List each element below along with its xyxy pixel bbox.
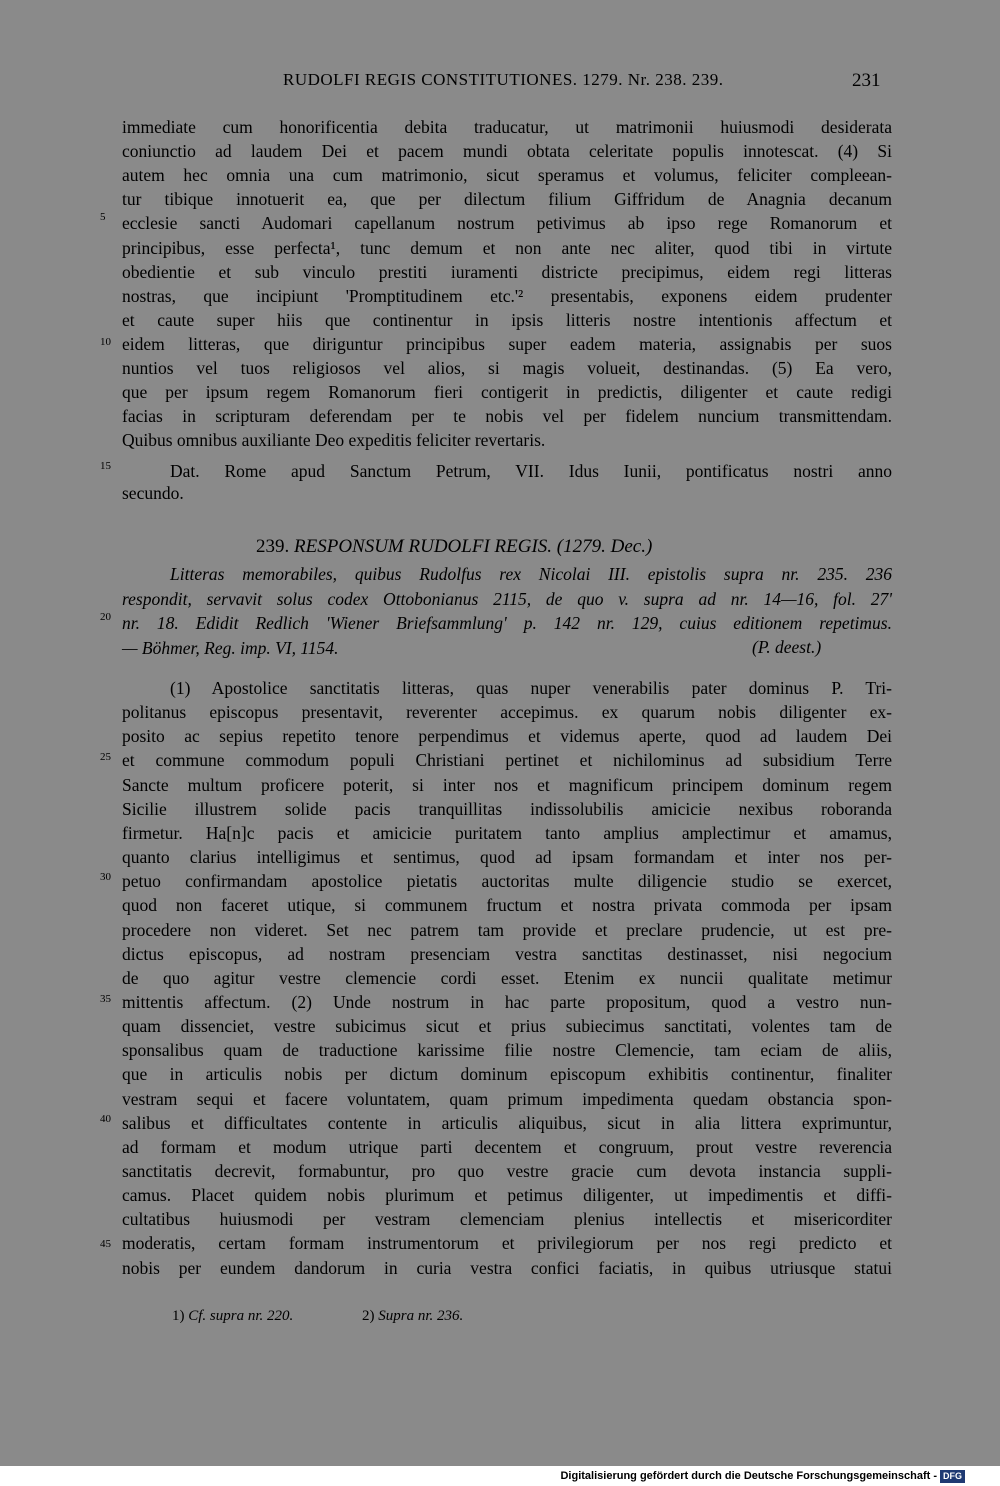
line-number: 25 [100,751,111,763]
footnote-2-marker: 2) [362,1308,375,1324]
text-line: sanctitatis decrevit, formabuntur, pro quo vestre gracie cum devota instancia suppli- [122,1161,892,1181]
header-title: RUDOLFI REGIS CONSTITUTIONES. 1279. Nr. 238. 239. [283,70,724,89]
text-line: que per ipsum regem Romanorum fieri contigerit in predictis, diligenter et caute redigi [122,382,892,403]
text-line: procedere non videret. Set nec patrem tam provide et preclare prudencie, ut est pre- [122,919,892,940]
line-number: 5 [100,211,106,223]
text-line: principibus, esse perfecta¹, tunc demum et non ante nec aliter, quod tibi in virtute [122,237,892,258]
text-line: petuo confirmandam apostolice pietatis auctoritas multe diligencie studio se exercet, [122,871,892,892]
text-line: cultatibus huiusmodi per vestram clemenciam plenius intellectis et misericorditer [122,1209,892,1230]
text-line: Sancte multum proficere poterit, si inter nos et magnificum principem dominum regem [122,774,892,795]
text-line: politanus episcopus presentavit, reverenter accepimus. ex quarum nobis diligenter ex- [122,702,892,723]
text-line: posito ac sepius repetito tenore perpendimus et videmus aperte, quod ad laudem Dei [122,726,892,747]
text-line: camus. Placet quidem nobis plurimum et petimus diligenter, ut impedimentis et diffi- [122,1185,892,1206]
document-heading [256,536,652,558]
footnote-1-text: Cf. supra nr. 220. [188,1308,294,1324]
line-number: 20 [100,611,111,623]
text-line: et caute super hiis que continentur in ipsis litteris nostre intentionis affectum et [122,309,892,330]
text-line: et commune commodum populi Christiani pertinet et nichilominus ad subsidium Terre [122,750,892,771]
line-number: 40 [100,1113,111,1125]
text-line: ad formam et modum utrique parti decentem et congruum, prout vestre reverencia [122,1136,892,1157]
text-line: Quibus omnibus auxiliante Deo expeditis feliciter revertaris. [122,430,546,451]
text-line: quam dissenciet, vestre subicimus sicut et prius subiecimus sanctitati, volentes tam de [122,1016,892,1037]
text-line: facias in scripturam deferendam per te nobis vel per fidelem nuncium transmittendam. [122,406,892,427]
footnote-2-text: Supra nr. 236. [378,1308,464,1324]
text-line: nuntios vel tuos religiosos vel alios, si magis volueit, destinandas. (5) Ea vero, [122,358,892,378]
intro-remark: (P. deest.) [752,637,822,657]
text-line: moderatis, certam formam instrumentorum et privilegiorum per nos regi predicto et [122,1233,892,1254]
intro-line: nr. 18. Edidit Redlich 'Wiener Briefsammlung' p. 142 nr. 129, cuius editionem repetimus. [122,613,892,634]
footnote-2 [362,1308,463,1325]
text-line: nostras, que incipiunt 'Promptitudinem etc.'² presentabis, exponens eidem prudenter [122,285,892,306]
digitization-footer [560,1469,965,1483]
text-line: nobis per eundem dandorum in curia vestra confici faciatis, in quibus utriusque statui [122,1257,892,1278]
footnote-1-marker: 1) [172,1308,185,1324]
intro-line: respondit, servavit solus codex Ottobonianus 2115, de quo v. supra ad nr. 14—16, fol. 27' [122,588,892,609]
line-number: 15 [100,460,111,472]
footer-text: Digitalisierung gefördert durch die Deutsche Forschungsgemeinschaft - [560,1470,937,1482]
text-line: Sicilie illustrem solide pacis tranquillitas indissolubilis amicicie nexibus roboranda [122,798,892,819]
heading-date: (1279. Dec.) [556,536,653,557]
dating-line: Dat. Rome apud Sanctum Petrum, VII. Idus Iunii, pontificatus nostri anno [170,461,892,481]
text-line: (1) Apostolice sanctitatis litteras, quas nuper venerabilis pater dominus P. Tri- [170,678,892,698]
dfg-logo: DFG [940,1470,965,1483]
heading-number: 239. [256,536,290,557]
text-line: que in articulis nobis per dictum dominum episcopum exhibitis continentur, finaliter [122,1064,892,1085]
text-line: obedientie et sub vinculo prestiti iuramenti districte precipimus, eidem regi litteras [122,261,892,282]
line-number: 30 [100,871,111,883]
text-line: coniunctio ad laudem Dei et pacem mundi obtata celeritate populis innotescat. (4) Si [122,141,892,162]
text-line: de quo agitur vestre clemencie cordi esset. Etenim ex nuncii qualitate metimur [122,967,892,988]
text-line: quanto clarius intelligimus et sentimus, quod ad ipsam formandam et inter nos per- [122,847,892,868]
line-number: 45 [100,1238,111,1250]
text-line: immediate cum honorificentia debita traducatur, ut matrimonii huiusmodi desiderata [122,117,892,137]
footnote-1 [172,1308,293,1325]
text-line: ecclesie sancti Audomari capellanum nostrum petivimus ab ipso rege Romanorum et [122,213,892,234]
line-number: 35 [100,993,111,1005]
text-line: sponsalibus quam de traductione karissime filie nostre Clemencie, tam eciam de aliis, [122,1040,892,1061]
running-header [0,70,1000,100]
intro-line: Litteras memorabiles, quibus Rudolfus rex Nicolai III. epistolis supra nr. 235. 236 [170,564,892,584]
dating-line-end: secundo. [122,483,184,503]
text-line: dictus episcopus, ad nostram presenciam vestra sanctitas destinasset, nisi negocium [122,943,892,964]
text-line: tur tibique innotuerit ea, que per dilectum filium Giffridum de Anagnia decanum [122,189,892,210]
text-line: autem hec omnia una cum matrimonio, sicut speramus et volumus, feliciter compleean- [122,165,892,186]
text-line: mittentis affectum. (2) Unde nostrum in hac parte propositum, quod a vestro nun- [122,991,892,1012]
intro-line: — Böhmer, Reg. imp. VI, 1154. [122,637,339,658]
page-number: 231 [852,70,881,91]
heading-title: RESPONSUM RUDOLFI REGIS. [294,536,553,557]
text-line: firmetur. Ha[n]c pacis et amicicie puritatem tanto amplius amplectimur et amamus, [122,822,892,843]
text-line: eidem litteras, que diriguntur principibus super eadem materia, assignabis per suos [122,333,892,354]
text-line: vestram sequi et facere voluntatem, quam primum impedimenta quedam obstancia spon- [122,1088,892,1109]
text-line: quod non faceret utique, si communem fructum et nostra privata commoda per ipsam [122,895,892,916]
line-number: 10 [100,336,111,348]
text-line: salibus et difficultates contente in articulis aliquibus, sicut in alia littera exprimuntur, [122,1112,892,1133]
